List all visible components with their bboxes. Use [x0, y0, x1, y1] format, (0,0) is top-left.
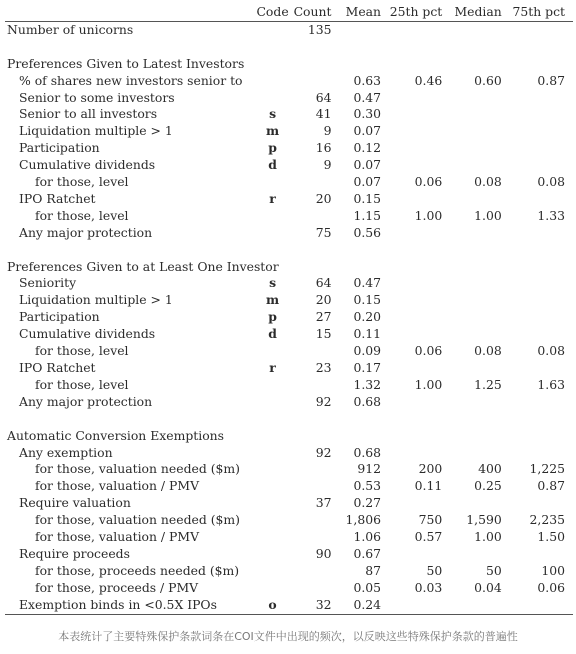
table-row	[5, 495, 573, 512]
row-median	[448, 90, 508, 107]
row-75th-pct	[508, 292, 573, 309]
row-75th-pct	[508, 546, 573, 563]
table-row	[5, 360, 573, 377]
section-heading: Preferences Given to at Least One Investor	[7, 258, 279, 274]
row-25th-pct: 0.46	[414, 72, 443, 88]
row-75th-pct	[508, 597, 573, 614]
row-count	[291, 174, 336, 191]
row-mean: 0.07	[353, 157, 382, 173]
row-label: Cumulative dividends	[19, 157, 156, 173]
row-label: Liquidation multiple > 1	[19, 292, 173, 308]
table-body	[5, 21, 573, 614]
spacer-cell	[5, 39, 573, 56]
row-75th-pct	[508, 326, 573, 343]
row-median	[448, 191, 508, 208]
row-median: 0.08	[474, 174, 502, 190]
row-code: s	[269, 106, 277, 122]
table-row	[5, 597, 573, 614]
row-75th-pct	[508, 106, 573, 123]
row-code	[255, 208, 291, 225]
row-count: 135	[307, 21, 332, 37]
row-code	[255, 90, 291, 107]
row-75th-pct	[508, 394, 573, 411]
row-count	[291, 512, 336, 529]
row-25th-pct	[387, 445, 448, 462]
row-code	[255, 495, 291, 512]
row-code: o	[255, 597, 291, 614]
row-label: Cumulative dividends	[19, 326, 156, 342]
table-row	[5, 208, 573, 225]
row-median	[448, 123, 508, 140]
row-25th-pct	[387, 191, 448, 208]
row-code	[255, 394, 291, 411]
spacer-cell	[5, 411, 573, 428]
row-median	[448, 546, 508, 563]
row-code	[255, 546, 291, 563]
row-count: 9	[323, 157, 332, 173]
row-count: 20	[315, 190, 332, 206]
unicorn-protections-table	[5, 4, 573, 615]
row-75th-pct: 100	[541, 562, 565, 578]
row-median	[448, 140, 508, 157]
row-code: d	[268, 157, 277, 173]
row-75th-pct	[508, 445, 573, 462]
row-25th-pct: 1.00	[414, 376, 443, 392]
row-code	[255, 563, 291, 580]
row-mean: 0.67	[353, 545, 382, 561]
row-75th-pct: 0.08	[537, 343, 565, 359]
row-code: s	[269, 275, 277, 291]
spacer-row	[5, 242, 573, 259]
row-code	[255, 225, 291, 242]
row-mean: 0.47	[353, 275, 382, 291]
row-median: 0.25	[474, 478, 502, 494]
row-label: Require proceeds	[19, 545, 130, 561]
row-median	[448, 21, 508, 38]
table-row	[5, 343, 573, 360]
table-row	[5, 445, 573, 462]
section-heading: Preferences Given to Latest Investors	[7, 55, 245, 71]
row-mean: 1.06	[353, 529, 382, 545]
row-median	[448, 394, 508, 411]
section-heading-row	[5, 259, 573, 276]
table-row	[5, 377, 573, 394]
row-median	[448, 360, 508, 377]
row-75th-pct	[508, 360, 573, 377]
row-label: Any major protection	[19, 393, 153, 409]
table-header	[5, 4, 573, 21]
row-25th-pct	[387, 90, 448, 107]
row-label: Senior to all investors	[19, 106, 158, 122]
row-75th-pct: 0.06	[537, 579, 565, 595]
row-75th-pct	[508, 275, 573, 292]
table-row	[5, 157, 573, 174]
row-label: for those, valuation needed ($m)	[35, 461, 241, 477]
row-75th-pct	[508, 140, 573, 157]
row-median	[448, 275, 508, 292]
row-mean: 0.15	[353, 292, 382, 308]
row-25th-pct	[387, 394, 448, 411]
row-75th-pct	[508, 21, 573, 38]
row-mean: 0.15	[353, 190, 382, 206]
row-count: 20	[315, 292, 332, 308]
row-25th-pct	[387, 546, 448, 563]
row-mean: 0.30	[353, 106, 382, 122]
header-median: Median	[448, 4, 508, 21]
row-code	[255, 73, 291, 90]
table-row	[5, 21, 573, 38]
row-label: for those, proceeds needed ($m)	[35, 562, 240, 578]
row-25th-pct	[387, 225, 448, 242]
row-code	[255, 445, 291, 462]
row-code	[255, 343, 291, 360]
row-label: Participation	[19, 309, 100, 325]
row-label: Senior to some investors	[19, 89, 175, 105]
row-75th-pct	[508, 123, 573, 140]
table-row	[5, 394, 573, 411]
row-mean: 0.07	[353, 174, 382, 190]
table-row	[5, 478, 573, 495]
header-75th-pct: 75th pct	[508, 4, 573, 21]
row-75th-pct	[508, 191, 573, 208]
row-25th-pct	[387, 597, 448, 614]
row-mean: 0.07	[353, 123, 382, 139]
row-25th-pct: 0.11	[414, 478, 443, 494]
table-row	[5, 174, 573, 191]
row-label: Participation	[19, 140, 100, 156]
row-count	[291, 529, 336, 546]
row-count: 15	[315, 326, 332, 342]
row-median	[448, 597, 508, 614]
table-row	[5, 191, 573, 208]
row-25th-pct	[387, 21, 448, 38]
row-code: p	[268, 140, 277, 156]
table-row	[5, 73, 573, 90]
row-code	[255, 580, 291, 597]
row-label: Require valuation	[19, 495, 131, 511]
row-25th-pct: 0.06	[414, 343, 443, 359]
spacer-cell	[5, 242, 573, 259]
row-count	[291, 73, 336, 90]
row-25th-pct: 200	[418, 461, 443, 477]
row-count: 92	[315, 444, 332, 460]
row-label: for those, level	[35, 343, 129, 359]
row-25th-pct: 50	[426, 562, 443, 578]
row-count	[291, 478, 336, 495]
row-mean: 0.56	[353, 224, 382, 240]
row-code	[255, 478, 291, 495]
row-25th-pct	[387, 495, 448, 512]
row-median: 400	[478, 461, 502, 477]
row-code	[255, 512, 291, 529]
row-75th-pct: 1.63	[537, 376, 565, 392]
row-25th-pct: 0.03	[414, 579, 443, 595]
row-median: 1.00	[474, 207, 502, 223]
row-75th-pct	[508, 309, 573, 326]
table-row	[5, 90, 573, 107]
row-75th-pct: 0.08	[537, 174, 565, 190]
row-25th-pct	[387, 326, 448, 343]
row-code: r	[269, 190, 276, 206]
row-median: 1.00	[474, 529, 502, 545]
row-count: 41	[315, 106, 332, 122]
row-count: 64	[315, 89, 332, 105]
row-count: 23	[315, 360, 332, 375]
row-25th-pct: 0.57	[414, 529, 443, 545]
row-label: for those, valuation / PMV	[35, 529, 200, 545]
row-25th-pct	[387, 106, 448, 123]
row-count	[291, 580, 336, 597]
row-label: Seniority	[19, 275, 77, 291]
table-row	[5, 461, 573, 478]
row-25th-pct	[387, 123, 448, 140]
table-row	[5, 546, 573, 563]
row-mean: 0.12	[353, 140, 382, 156]
row-mean: 87	[365, 562, 382, 578]
row-median: 0.04	[474, 579, 502, 595]
row-code	[255, 21, 291, 38]
row-mean: 0.27	[353, 495, 382, 511]
row-count: 90	[315, 545, 332, 561]
row-label: for those, valuation / PMV	[35, 478, 200, 494]
row-label: Any exemption	[19, 444, 113, 460]
row-mean: 0.09	[353, 343, 382, 359]
row-median: 0.60	[474, 72, 502, 88]
row-count	[291, 563, 336, 580]
row-median	[448, 309, 508, 326]
row-median: 1.25	[474, 376, 502, 392]
row-mean: 0.63	[353, 72, 382, 88]
row-25th-pct: 750	[418, 512, 443, 528]
table-row	[5, 563, 573, 580]
row-code: p	[268, 309, 277, 325]
row-label: % of shares new investors senior to	[19, 72, 243, 88]
row-median: 1,590	[466, 512, 502, 528]
row-mean: 0.11	[353, 326, 382, 342]
section-heading-row	[5, 428, 573, 445]
header-row	[5, 4, 573, 21]
row-label: IPO Ratchet	[19, 360, 96, 375]
row-mean: 0.05	[353, 579, 382, 595]
table-row	[5, 140, 573, 157]
row-label: for those, proceeds / PMV	[35, 579, 199, 595]
row-count: 9	[323, 123, 332, 139]
row-code	[255, 529, 291, 546]
row-75th-pct: 0.87	[537, 72, 565, 88]
row-mean: 0.68	[353, 444, 382, 460]
row-mean: 0.20	[353, 309, 382, 325]
row-count: 92	[315, 393, 332, 409]
row-median	[448, 495, 508, 512]
row-25th-pct: 1.00	[414, 207, 443, 223]
row-75th-pct: 1.50	[537, 529, 565, 545]
table-row	[5, 292, 573, 309]
row-code	[255, 377, 291, 394]
row-count: 27	[315, 309, 332, 325]
row-median	[448, 225, 508, 242]
row-label: IPO Ratchet	[19, 190, 96, 206]
row-code: m	[266, 292, 280, 308]
section-heading-row	[5, 56, 573, 73]
row-75th-pct	[508, 495, 573, 512]
table-row	[5, 275, 573, 292]
header-25th-pct: 25th pct	[387, 4, 448, 21]
row-code	[255, 461, 291, 478]
row-25th-pct	[387, 309, 448, 326]
row-median	[448, 326, 508, 343]
row-label: Any major protection	[19, 224, 153, 240]
row-75th-pct	[508, 157, 573, 174]
row-label: Number of unicorns	[7, 21, 134, 37]
row-code: m	[266, 123, 280, 139]
row-25th-pct: 0.06	[414, 174, 443, 190]
row-mean: 0.17	[353, 360, 382, 375]
row-mean: 1,806	[345, 512, 382, 528]
row-count: 32	[291, 597, 336, 614]
table-row	[5, 309, 573, 326]
table-row	[5, 225, 573, 242]
row-25th-pct	[387, 157, 448, 174]
row-label: for those, level	[35, 207, 129, 223]
table-row	[5, 529, 573, 546]
row-mean: 0.53	[353, 478, 382, 494]
row-label: for those, level	[35, 376, 129, 392]
row-median	[448, 106, 508, 123]
row-75th-pct: 0.87	[537, 478, 565, 494]
row-count	[291, 377, 336, 394]
row-mean: 1.15	[353, 207, 382, 223]
row-count	[291, 343, 336, 360]
spacer-row	[5, 411, 573, 428]
header-label	[5, 4, 255, 21]
row-25th-pct	[387, 275, 448, 292]
row-count	[291, 208, 336, 225]
table-row	[5, 106, 573, 123]
row-label: for those, level	[35, 174, 129, 190]
row-count: 75	[315, 224, 332, 240]
row-25th-pct	[387, 292, 448, 309]
row-code: d	[268, 326, 277, 342]
row-median	[448, 445, 508, 462]
row-median: 0.08	[474, 343, 502, 359]
row-label: Liquidation multiple > 1	[19, 123, 173, 139]
row-label: Exemption binds in <0.5X IPOs	[5, 597, 255, 614]
header-code: Code	[255, 4, 291, 21]
table-row	[5, 512, 573, 529]
row-mean: 0.24	[335, 597, 387, 614]
figure-caption: 本表统计了主要特殊保护条款词条在COI文件中出现的频次，以反映这些特殊保护条款的普遍性	[58, 630, 518, 643]
table-row	[5, 580, 573, 597]
row-mean: 1.32	[353, 376, 382, 392]
row-count: 37	[315, 495, 332, 511]
spacer-row	[5, 39, 573, 56]
table-row	[5, 326, 573, 343]
row-code	[255, 174, 291, 191]
row-75th-pct: 2,235	[529, 512, 565, 528]
row-code: r	[269, 360, 276, 375]
header-mean: Mean	[335, 4, 387, 21]
row-mean: 0.68	[353, 393, 382, 409]
row-median	[448, 157, 508, 174]
row-median	[448, 292, 508, 309]
row-75th-pct: 1,225	[529, 461, 565, 477]
row-25th-pct	[387, 140, 448, 157]
row-count	[291, 461, 336, 478]
row-mean: 0.47	[353, 89, 382, 105]
table-row	[5, 123, 573, 140]
row-75th-pct: 1.33	[537, 207, 565, 223]
row-75th-pct	[508, 90, 573, 107]
section-heading: Automatic Conversion Exemptions	[7, 427, 224, 443]
row-count: 16	[315, 140, 332, 156]
row-75th-pct	[508, 225, 573, 242]
row-mean	[335, 21, 387, 38]
row-count: 64	[315, 275, 332, 291]
row-label: for those, valuation needed ($m)	[35, 512, 241, 528]
header-count: Count	[291, 4, 336, 21]
row-median: 50	[485, 562, 502, 578]
row-25th-pct	[387, 360, 448, 377]
row-mean: 912	[357, 461, 382, 477]
